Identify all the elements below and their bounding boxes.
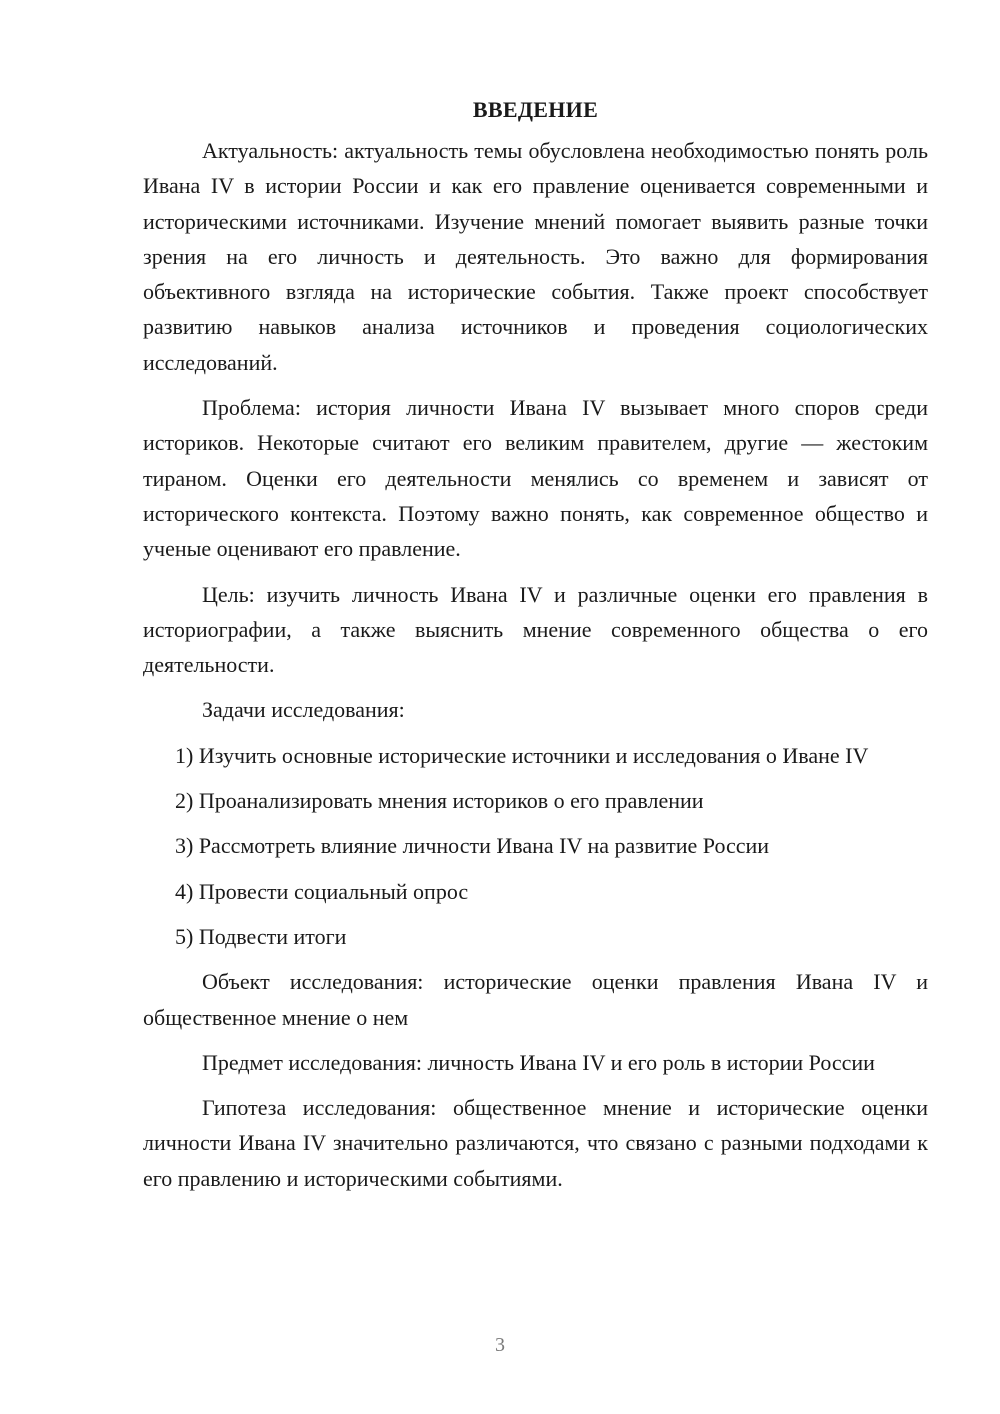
problem-paragraph: Проблема: история личности Ивана IV вызывает много споров среди историков. Некоторые считают его великим правителем, другие — жестоким тираном. Оценки его деятельности менялись со временем и зависят от исторического контекста. Поэтому важно понять, как современное общество и ученые оценивают его правление. <box>143 395 928 562</box>
document-page <box>143 92 928 1206</box>
task-item-4: 4) Провести социальный опрос <box>175 878 469 904</box>
subject-paragraph: Предмет исследования: личность Ивана IV и его роль в истории России <box>202 1049 875 1075</box>
section-title: ВВЕДЕНИЕ <box>472 97 599 122</box>
task-item-1: 1) Изучить основные исторические источники и исследования о Иване IV <box>175 742 869 768</box>
object-paragraph: Объект исследования: исторические оценки правления Ивана IV и общественное мнение о нем <box>143 969 928 1030</box>
page-number: 3 <box>495 1334 505 1356</box>
task-item-3: 3) Рассмотреть влияние личности Ивана IV на развитие России <box>175 833 770 859</box>
goal-paragraph: Цель: изучить личность Ивана IV и различные оценки его правления в историографии, а также выяснить мнение современного общества о его деятельности. <box>143 581 928 678</box>
task-item-5: 5) Подвести итоги <box>175 923 347 949</box>
hypothesis-paragraph: Гипотеза исследования: общественное мнение и исторические оценки личности Ивана IV значительно различаются, что связано с разными подходами к его правлению и историческими событиями. <box>143 1095 928 1191</box>
task-item-2: 2) Проанализировать мнения историков о его правлении <box>175 788 704 814</box>
tasks-heading: Задачи исследования: <box>202 697 405 723</box>
relevance-paragraph: Актуальность: актуальность темы обусловлена необходимостью понять роль Ивана IV в истории России и как его правление оценивается современными и историческими источниками. Изучение мнений помогает выявить разные точки зрения на его личность и деятельность. Это важно для формирования объективного взгляда на исторические события. Также проект способствует развитию навыков анализа источников и проведения социологических исследований. <box>143 138 928 375</box>
